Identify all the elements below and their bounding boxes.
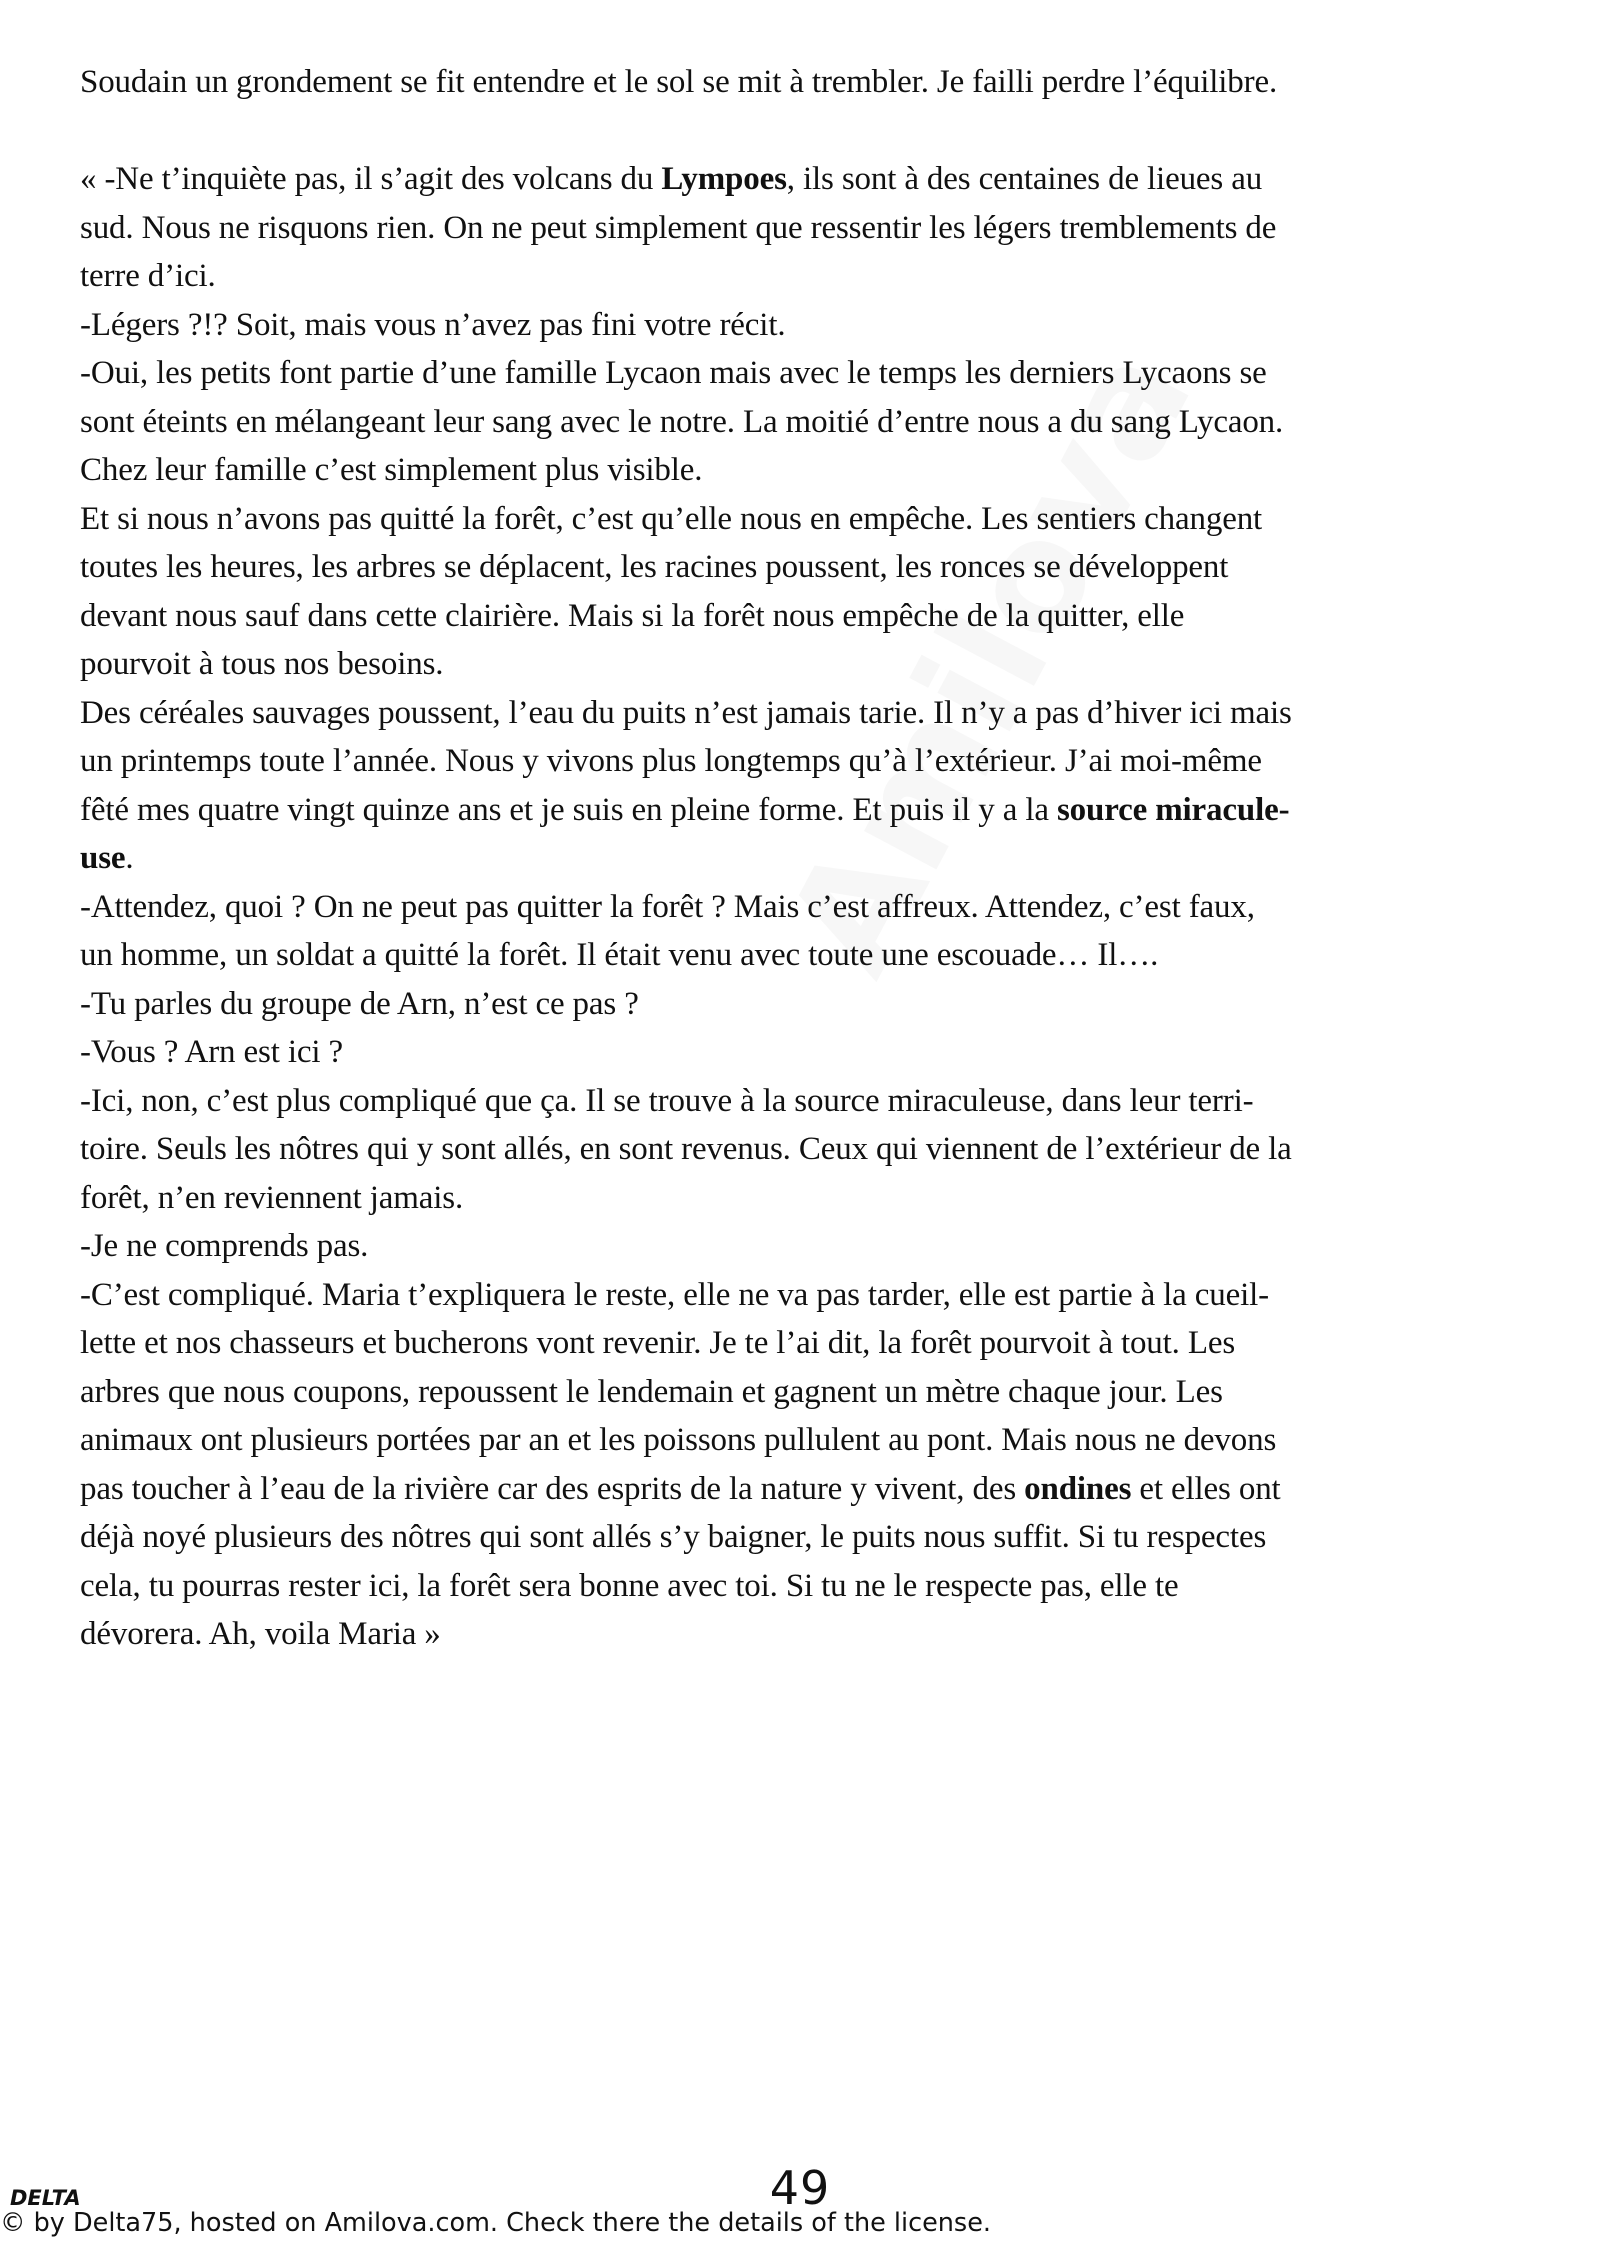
text-run: . — [125, 840, 134, 876]
text-run: -Ici, non, c’est plus compliqué que ça. Il se trouve à la source miraculeuse, dans leur terri- — [80, 1082, 1254, 1119]
text-run: cela, tu pourras rester ici, la forêt sera bonne avec toi. Si tu ne le respecte pas, elle te — [80, 1567, 1179, 1604]
bold-term: source miracule- — [1056, 791, 1290, 828]
text-line — [80, 1562, 1592, 1611]
text-line — [80, 204, 1592, 253]
text-run: lette et nos chasseurs et bucherons vont revenir. Je te l’ai dit, la forêt pourvoit à tout. Les — [80, 1325, 1236, 1361]
text-line — [80, 592, 1592, 641]
text-run: Et si nous n’avons pas quitté la forêt, c’est qu’elle nous en empêche. Les sentiers changent — [80, 500, 1263, 537]
text-line — [80, 980, 1592, 1029]
text-run: et elles ont — [1131, 1470, 1281, 1507]
text-line — [80, 640, 1592, 689]
delta-logo-text: DELTA — [10, 2186, 81, 2210]
text-run: -Attendez, quoi ? On ne peut pas quitter la forêt ? Mais c’est affreux. Attendez, c’est faux, — [80, 888, 1255, 925]
text-run: déjà noyé plusieurs des nôtres qui sont allés s’y baigner, le puits nous suffit. Si tu respectes — [80, 1519, 1267, 1555]
text-run: Chez leur famille c’est simplement plus visible. — [80, 452, 703, 488]
text-run: , ils sont à des centaines de lieues au — [786, 161, 1263, 197]
text-line — [80, 883, 1592, 932]
text-line — [80, 1610, 1592, 1659]
text-line — [80, 931, 1592, 980]
text-line — [80, 1077, 1592, 1126]
text-run: animaux ont plusieurs portées par an et les poissons pullulent au pont. Mais nous ne devons — [80, 1422, 1277, 1458]
text-run: pas toucher à l’eau de la rivière car des esprits de la nature y vivent, des — [80, 1470, 1025, 1507]
text-line — [80, 1416, 1592, 1465]
text-line — [80, 58, 1592, 107]
text-line — [80, 1125, 1592, 1174]
text-run: -Oui, les petits font partie d’une famille Lycaon mais avec le temps les derniers Lycaons se — [80, 355, 1267, 391]
text-line — [80, 252, 1592, 301]
page-number: 49 — [769, 2161, 831, 2215]
text-line — [80, 1319, 1592, 1368]
text-run: toire. Seuls les nôtres qui y sont allés, en sont revenus. Ceux qui viennent de l’extérieur de la — [80, 1131, 1292, 1167]
text-run: forêt, n’en reviennent jamais. — [80, 1179, 464, 1216]
text-run: devant nous sauf dans cette clairière. Mais si la forêt nous empêche de la quitter, elle — [80, 597, 1185, 634]
text-run: toutes les heures, les arbres se déplacent, les racines poussent, les ronces se développent — [80, 549, 1229, 585]
text-run: terre d’ici. — [80, 258, 216, 294]
bold-term: ondines — [1024, 1470, 1132, 1507]
text-run: -Je ne comprends pas. — [80, 1228, 369, 1264]
text-line — [80, 1271, 1592, 1320]
bold-term: use — [80, 840, 126, 876]
text-run: Soudain un grondement se fit entendre et le sol se mit à trembler. Je failli perdre l’équilibre. — [80, 64, 1278, 100]
text-line — [80, 1513, 1592, 1562]
text-run: -Tu parles du groupe de Arn, n’est ce pas ? — [80, 985, 639, 1022]
text-line — [80, 1222, 1592, 1271]
text-run: sud. Nous ne risquons rien. On ne peut simplement que ressentir les légers tremblements de — [80, 209, 1277, 246]
text-run: -Vous ? Arn est ici ? — [80, 1034, 343, 1070]
text-run: un printemps toute l’année. Nous y vivons plus longtemps qu’à l’extérieur. J’ai moi-même — [80, 743, 1262, 779]
text-run: fêté mes quatre vingt quinze ans et je suis en pleine forme. Et puis il y a la — [80, 791, 1057, 828]
text-line — [80, 689, 1592, 738]
text-run: « -Ne t’inquiète pas, il s’agit des volcans du — [80, 161, 662, 197]
text-run: Des céréales sauvages poussent, l’eau du puits n’est jamais tarie. Il n’y a pas d’hiver ici mais — [80, 694, 1292, 731]
text-line — [80, 398, 1592, 447]
text-line — [80, 349, 1592, 398]
text-line — [80, 155, 1592, 204]
text-run: un homme, un soldat a quitté la forêt. Il était venu avec toute une escouade… Il…. — [80, 937, 1159, 973]
text-run: sont éteints en mélangeant leur sang avec le notre. La moitié d’entre nous a du sang Lycaon. — [80, 403, 1284, 440]
text-line — [80, 786, 1592, 835]
text-run: dévorera. Ah, voila Maria » — [80, 1616, 441, 1652]
text-run: -Légers ?!? Soit, mais vous n’avez pas fini votre récit. — [80, 306, 786, 343]
text-line — [80, 495, 1592, 544]
paragraph-gap — [80, 107, 1592, 156]
text-run: -C’est compliqué. Maria t’expliquera le reste, elle ne va pas tarder, elle est partie à la cueil- — [80, 1276, 1269, 1313]
text-line — [80, 1174, 1592, 1223]
text-line — [80, 446, 1592, 495]
text-line — [80, 543, 1592, 592]
text-line — [80, 301, 1592, 350]
text-line — [80, 1028, 1592, 1077]
text-line — [80, 737, 1592, 786]
text-line — [80, 834, 1592, 883]
text-run: arbres que nous coupons, repoussent le lendemain et gagnent un mètre chaque jour. Les — [80, 1373, 1223, 1410]
story-text — [80, 58, 1592, 1659]
text-line — [80, 1465, 1592, 1514]
license-notice: © by Delta75, hosted on Amilova.com. Check there the details of the license. — [0, 2208, 992, 2238]
text-line — [80, 1368, 1592, 1417]
text-run: pourvoit à tous nos besoins. — [80, 646, 444, 682]
bold-term: Lympoes — [661, 161, 787, 197]
